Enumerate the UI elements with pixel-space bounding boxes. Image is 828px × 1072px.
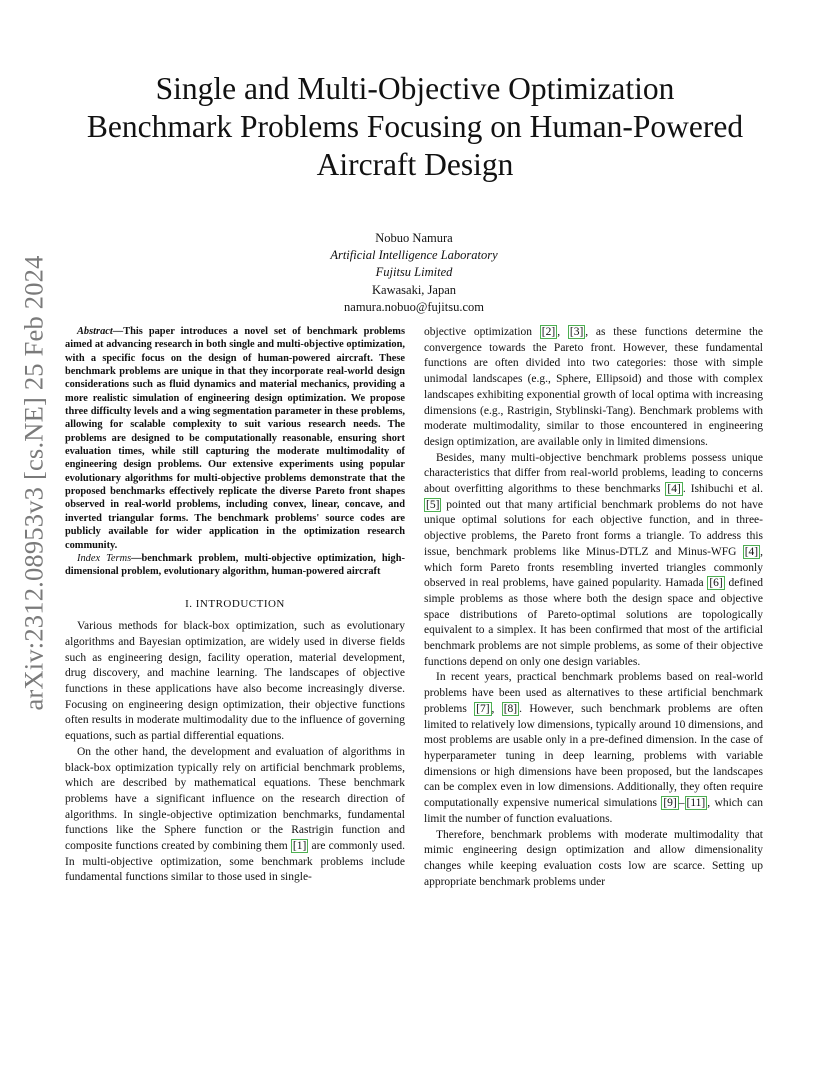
citation-link[interactable]: [1]: [292, 840, 307, 853]
paragraph-text: , which form Pareto fronts resembling inverted triangles commonly observed in real problems, have gained popularity. Hamada: [424, 545, 763, 590]
intro-paragraph: [65, 745, 405, 886]
title-line: Benchmark Problems Focusing on Human-Powered: [86, 109, 744, 144]
title-line: Single and Multi-Objective Optimization: [155, 71, 675, 106]
abstract: [65, 325, 405, 552]
arxiv-sidebar-stamp: [14, 255, 54, 711]
index-terms-text: —benchmark problem, multi-objective optimization, high-dimensional problem, evolutionary algorithm, human-powered aircraft: [65, 552, 405, 578]
title-line: Aircraft Design: [316, 147, 514, 182]
section-heading-introduction: I. INTRODUCTION: [185, 597, 285, 610]
author-block: [214, 230, 614, 316]
paragraph-text: ,: [491, 702, 502, 715]
citation-link[interactable]: [3]: [569, 326, 584, 338]
paragraph-text: On the other hand, the development and evaluation of algorithms in black-box optimization typically rely on artificial benchmark problems, which are described by mathematical equations. These benchmark problems have a significant influence on the research direction of algorithms. In single-objective optimization benchmarks, fundamental functions like the Sphere function or the Rastrigin function and composite functions created by combining them: [65, 745, 405, 853]
paragraph-text: are commonly used. In multi-objective optimization, some benchmark problems include fundamental functions similar to those used in single-: [65, 840, 405, 884]
citation-link[interactable]: [4]: [667, 483, 681, 496]
affiliation-company: Fujitsu Limited: [375, 265, 453, 280]
author-name: Nobuo Namura: [375, 231, 453, 245]
paragraph-text: . However, such benchmark problems are often limited to relatively low dimensions, typically around 10 dimensions, and most problems are usable only in a pre-defined dimension. In the case of hyperparameter tuning in deep learning, problems with variable dimensions or high dimensions have been proposed, but the landscapes can be complex even in low dimensions. Additionally, they often require computationally expensive numerical simulations: [424, 702, 764, 810]
citation-link[interactable]: [5]: [426, 498, 440, 511]
citation-link[interactable]: [6]: [709, 577, 723, 590]
paper-title: [60, 70, 770, 184]
author-email[interactable]: namura.nobuo@fujitsu.com: [344, 299, 484, 314]
citation-link[interactable]: [9]: [663, 797, 677, 810]
index-terms: [65, 552, 405, 579]
abstract-text: —This paper introduces a novel set of benchmark problems aimed at advancing research in both single and multi-objective optimization, with a specific focus on the design of human-powered aircraft. These benchmark problems are unique in that they incorporate real-world design considerations such as fluid dynamics and material mechanics, providing a more realistic simulation of engineering design optimization. We propose three difficulty levels and a wing segmentation parameter in these problems, allowing for scalable complexity to suit various research needs. The problems are designed to be computationally reasonable, ensuring short evaluation times, while still capturing the moderate multimodality of engineering design problems. Our extensive experiments using popular evolutionary algorithms for multi-objective problems demonstrate that the proposed benchmarks effectively replicate the diverse Pareto front shapes observed in real-world problems, including convex, linear, concave, and inverted triangular forms. The benchmark problems' source codes are publicly available for wider application in the optimization research community.: [65, 326, 405, 551]
citation-link[interactable]: [11]: [686, 797, 706, 810]
intro-paragraph: [424, 670, 763, 827]
right-column: [424, 325, 763, 890]
citation-link[interactable]: [2]: [541, 326, 556, 338]
paragraph-text: . Ishibuchi et al.: [682, 483, 763, 496]
paragraph-text: , which can limit the number of function evaluations.: [424, 797, 763, 825]
abstract-lead: Abstract: [77, 326, 113, 337]
intro-paragraph: [424, 451, 763, 671]
paragraph-text: defined simple problems as those where both the design space and objective space distributions of Pareto-optimal solutions are topologically equivalent to a simplex. It has been confirmed that most of the artificial benchmark problems are not simple problems, as some of their objective functions depend on only one design variables.: [424, 577, 763, 668]
index-terms-lead: Index Terms: [77, 552, 132, 564]
paragraph-text: –: [678, 797, 685, 810]
intro-paragraph: Various methods for black-box optimization, such as evolutionary algorithms and Bayesian optimization, are widely used in diverse fields such as engineering design, facility operation, material development, drug discovery, and machine learning. The landscapes of objective functions in these applications have also become increasingly diverse. Focusing on engineering design optimization, their objective functions often results in moderate multimodality due to the influence of governing equations, such as partial differential equations.: [65, 620, 405, 743]
citation-link[interactable]: [4]: [744, 545, 759, 558]
intro-paragraph: [424, 325, 763, 451]
affiliation-lab: Artificial Intelligence Laboratory: [330, 248, 498, 263]
intro-paragraph: Therefore, benchmark problems with moderate multimodality that mimic engineering design optimization and allow dimensionality changes while keeping evaluation costs low are scarce. Setting up appropriate benchmark problems under: [424, 828, 763, 888]
paragraph-text: objective optimization: [424, 326, 540, 338]
paragraph-text: Besides, many multi-objective benchmark problems possess unique characteristics that differ from real-world problems, leading to concerns about overfitting algorithms to these benchmarks: [424, 451, 763, 496]
paragraph-text: pointed out that many artificial benchmark problems do not have unique optimal solutions for each objective function, and in three-objective problems, the Pareto front forms a triangle. To address this issue, benchmark problems like Minus-DTLZ and Minus-WFG: [424, 498, 763, 558]
citation-link[interactable]: [7]: [476, 702, 490, 715]
paragraph-text: ,: [557, 326, 568, 338]
left-column: [65, 325, 405, 886]
paragraph-text: In recent years, practical benchmark problems based on real-world problems have been used as alternatives to these artificial benchmark problems: [424, 671, 763, 715]
paragraph-text: , as these functions determine the convergence towards the Pareto front. However, these fundamental functions are often divided into two categories: those with simple unimodal landscapes (e.g., Sphere, Ellipsoid) and those with complex landscapes exhibiting exponential growth of local optima with increasing dimensions (e.g., Rastrigin, Styblinski-Tang). Benchmark problems with moderate multimodality, similar to those encountered in engineering design optimization, are available only in limited dimensions.: [424, 326, 763, 448]
citation-link[interactable]: [8]: [503, 702, 518, 715]
arxiv-id: arXiv:2312.08953v3 [cs.NE] 25 Feb 2024: [18, 255, 49, 711]
author-location: Kawasaki, Japan: [372, 282, 456, 297]
